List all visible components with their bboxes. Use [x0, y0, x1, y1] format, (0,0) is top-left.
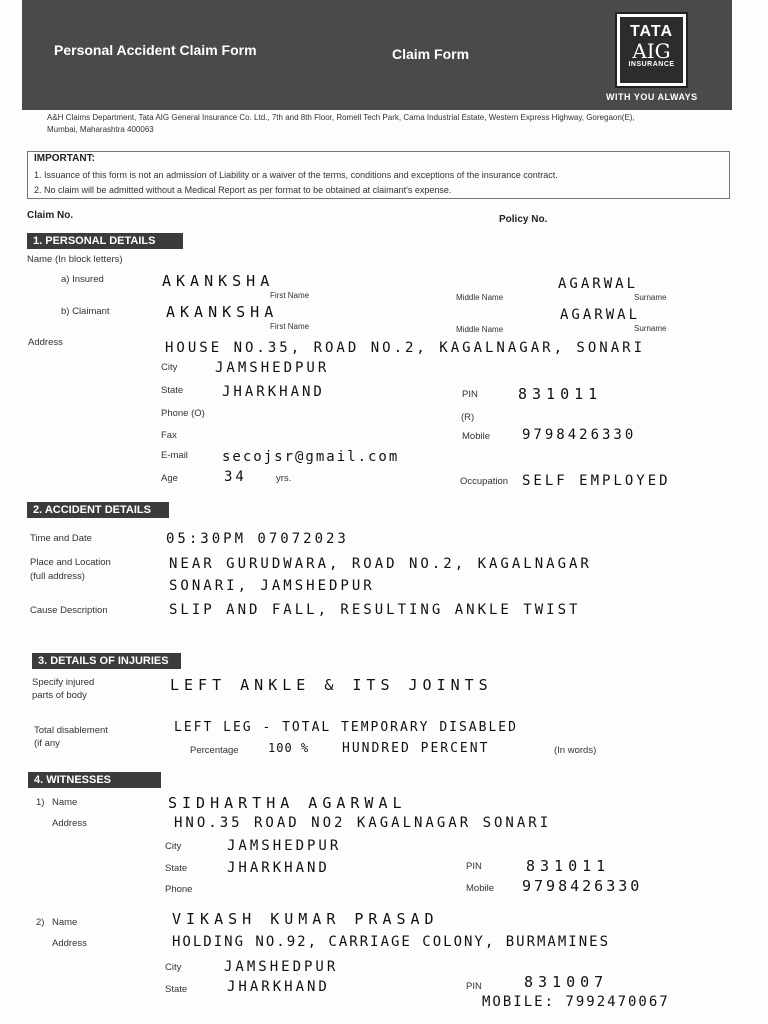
witness2-mobile-value[interactable]: MOBILE: 7992470067: [482, 994, 670, 1010]
witness1-phone-label: Phone: [165, 884, 193, 895]
form-title: Personal Accident Claim Form: [54, 42, 257, 58]
email-label: E-mail: [161, 450, 188, 461]
dept-address-line2: Mumbai, Maharashtra 400063: [47, 125, 154, 134]
insured-surname[interactable]: AGARWAL: [558, 276, 639, 292]
witness2-name-label: Name: [52, 917, 78, 928]
important-title: IMPORTANT:: [34, 153, 95, 164]
time-date-value[interactable]: 05:30PM 07072023: [166, 531, 349, 547]
important-item-2: 2. No claim will be admitted without a Medical Report as per format to be obtained at claimant's expense.: [34, 185, 452, 195]
witness2-pin-value[interactable]: 831007: [524, 973, 609, 991]
percentage-value[interactable]: 100 %: [268, 741, 310, 755]
pin-value[interactable]: 831011: [518, 385, 603, 403]
total-disablement-label: Total disablement: [34, 725, 108, 736]
witness2-name-value[interactable]: VIKASH KUMAR PRASAD: [172, 910, 439, 928]
first-name-caption-2: First Name: [270, 322, 310, 331]
city-label: City: [161, 362, 178, 373]
percentage-label: Percentage: [190, 745, 239, 756]
specify-injured-label: Specify injured: [32, 677, 95, 688]
tagline: WITH YOU ALWAYS: [606, 92, 698, 102]
witness2-city-label: City: [165, 962, 182, 973]
state-value[interactable]: JHARKHAND: [222, 384, 325, 400]
section-personal-details: 1. PERSONAL DETAILS: [27, 233, 183, 249]
logo-insurance-text: INSURANCE: [628, 61, 675, 68]
mobile-label: Mobile: [462, 431, 490, 442]
address-value[interactable]: HOUSE NO.35, ROAD NO.2, KAGALNAGAR, SONARI: [165, 340, 646, 356]
insured-first-name[interactable]: AKANKSHA: [162, 272, 275, 290]
important-item-1: 1. Issuance of this form is not an admission of Liability or a waiver of the terms, conditions and exceptions of the insurance contract.: [34, 170, 558, 180]
time-date-label: Time and Date: [30, 533, 92, 544]
age-value[interactable]: 34: [224, 469, 247, 485]
fax-label: Fax: [161, 430, 177, 441]
witness2-state-label: State: [165, 984, 188, 995]
percentage-words-value[interactable]: HUNDRED PERCENT: [342, 741, 490, 756]
occupation-label: Occupation: [460, 476, 509, 487]
witness2-pin-label: PIN: [466, 981, 482, 992]
occupation-value[interactable]: SELF EMPLOYED: [522, 473, 671, 489]
cause-value[interactable]: SLIP AND FALL, RESULTING ANKLE TWIST: [169, 602, 581, 618]
witness1-state-label: State: [165, 863, 188, 874]
state-label: State: [161, 385, 184, 396]
yrs-label: yrs.: [276, 473, 292, 484]
witness2-number: 2): [36, 917, 45, 928]
witness1-mobile-value[interactable]: 9798426330: [522, 877, 643, 895]
logo-tata-text: TATA: [629, 23, 674, 40]
age-label: Age: [161, 473, 178, 484]
logo-aig-text: AIG: [632, 39, 671, 63]
witness1-pin-label: PIN: [466, 861, 482, 872]
city-value[interactable]: JAMSHEDPUR: [215, 360, 330, 376]
claimant-first-name[interactable]: AKANKSHA: [166, 303, 279, 321]
witness1-name-value[interactable]: SIDHARTHA AGARWAL: [168, 794, 407, 812]
surname-caption-2: Surname: [634, 324, 667, 333]
in-words-label: (In words): [554, 745, 597, 756]
cause-label: Cause Description: [30, 605, 108, 616]
witness1-state-value[interactable]: JHARKHAND: [227, 860, 330, 876]
pin-label: PIN: [462, 389, 478, 400]
parts-of-body-label: parts of body: [32, 690, 87, 701]
policy-no-label: Policy No.: [499, 214, 548, 225]
witness2-state-value[interactable]: JHARKHAND: [227, 979, 330, 995]
witness2-address-label: Address: [52, 938, 87, 949]
witness1-address-value[interactable]: HNO.35 ROAD NO2 KAGALNAGAR SONARI: [174, 815, 552, 831]
claim-no-label: Claim No.: [27, 210, 74, 221]
surname-caption: Surname: [634, 293, 667, 302]
tata-aig-logo: [615, 12, 688, 88]
claimant-label: b) Claimant: [61, 306, 110, 317]
witness1-city-value[interactable]: JAMSHEDPUR: [227, 838, 342, 854]
witness1-mobile-label: Mobile: [466, 883, 494, 894]
phone-r-label: (R): [461, 412, 475, 423]
first-name-caption: First Name: [270, 291, 310, 300]
injured-parts-value[interactable]: LEFT ANKLE & ITS JOINTS: [170, 676, 493, 694]
address-label: Address: [28, 337, 63, 348]
witness1-pin-value[interactable]: 831011: [526, 857, 611, 875]
middle-name-caption: Middle Name: [456, 293, 504, 302]
claim-form-label: Claim Form: [392, 46, 470, 62]
name-block-label: Name (In block letters): [27, 254, 123, 265]
if-any-label: (if any: [34, 738, 60, 749]
phone-o-label: Phone (O): [161, 408, 205, 419]
section-witnesses: 4. WITNESSES: [28, 772, 161, 788]
email-value[interactable]: secojsr@gmail.com: [222, 449, 400, 465]
place-value-line2[interactable]: SONARI, JAMSHEDPUR: [169, 578, 375, 594]
place-value-line1[interactable]: NEAR GURUDWARA, ROAD NO.2, KAGALNAGAR: [169, 556, 592, 572]
witness1-city-label: City: [165, 841, 182, 852]
witness1-name-label: Name: [52, 797, 78, 808]
witness2-city-value[interactable]: JAMSHEDPUR: [224, 959, 339, 975]
section-accident-details: 2. ACCIDENT DETAILS: [27, 502, 169, 518]
witness1-number: 1): [36, 797, 45, 808]
place-location-sublabel: (full address): [30, 571, 85, 582]
middle-name-caption-2: Middle Name: [456, 325, 504, 334]
witness2-address-value[interactable]: HOLDING NO.92, CARRIAGE COLONY, BURMAMINES: [172, 934, 611, 950]
insured-label: a) Insured: [61, 274, 104, 285]
dept-address-line1: A&H Claims Department, Tata AIG General Insurance Co. Ltd., 7th and 8th Floor, Romell Tech Park, Cama Industrial Estate, Western Express Highway, Goregaon(E),: [47, 113, 635, 122]
mobile-value[interactable]: 9798426330: [522, 427, 637, 443]
claimant-surname[interactable]: AGARWAL: [560, 307, 641, 323]
disablement-value[interactable]: LEFT LEG - TOTAL TEMPORARY DISABLED: [174, 720, 518, 735]
witness1-address-label: Address: [52, 818, 87, 829]
section-injury-details: 3. DETAILS OF INJURIES: [32, 653, 181, 669]
place-location-label: Place and Location: [30, 557, 111, 568]
